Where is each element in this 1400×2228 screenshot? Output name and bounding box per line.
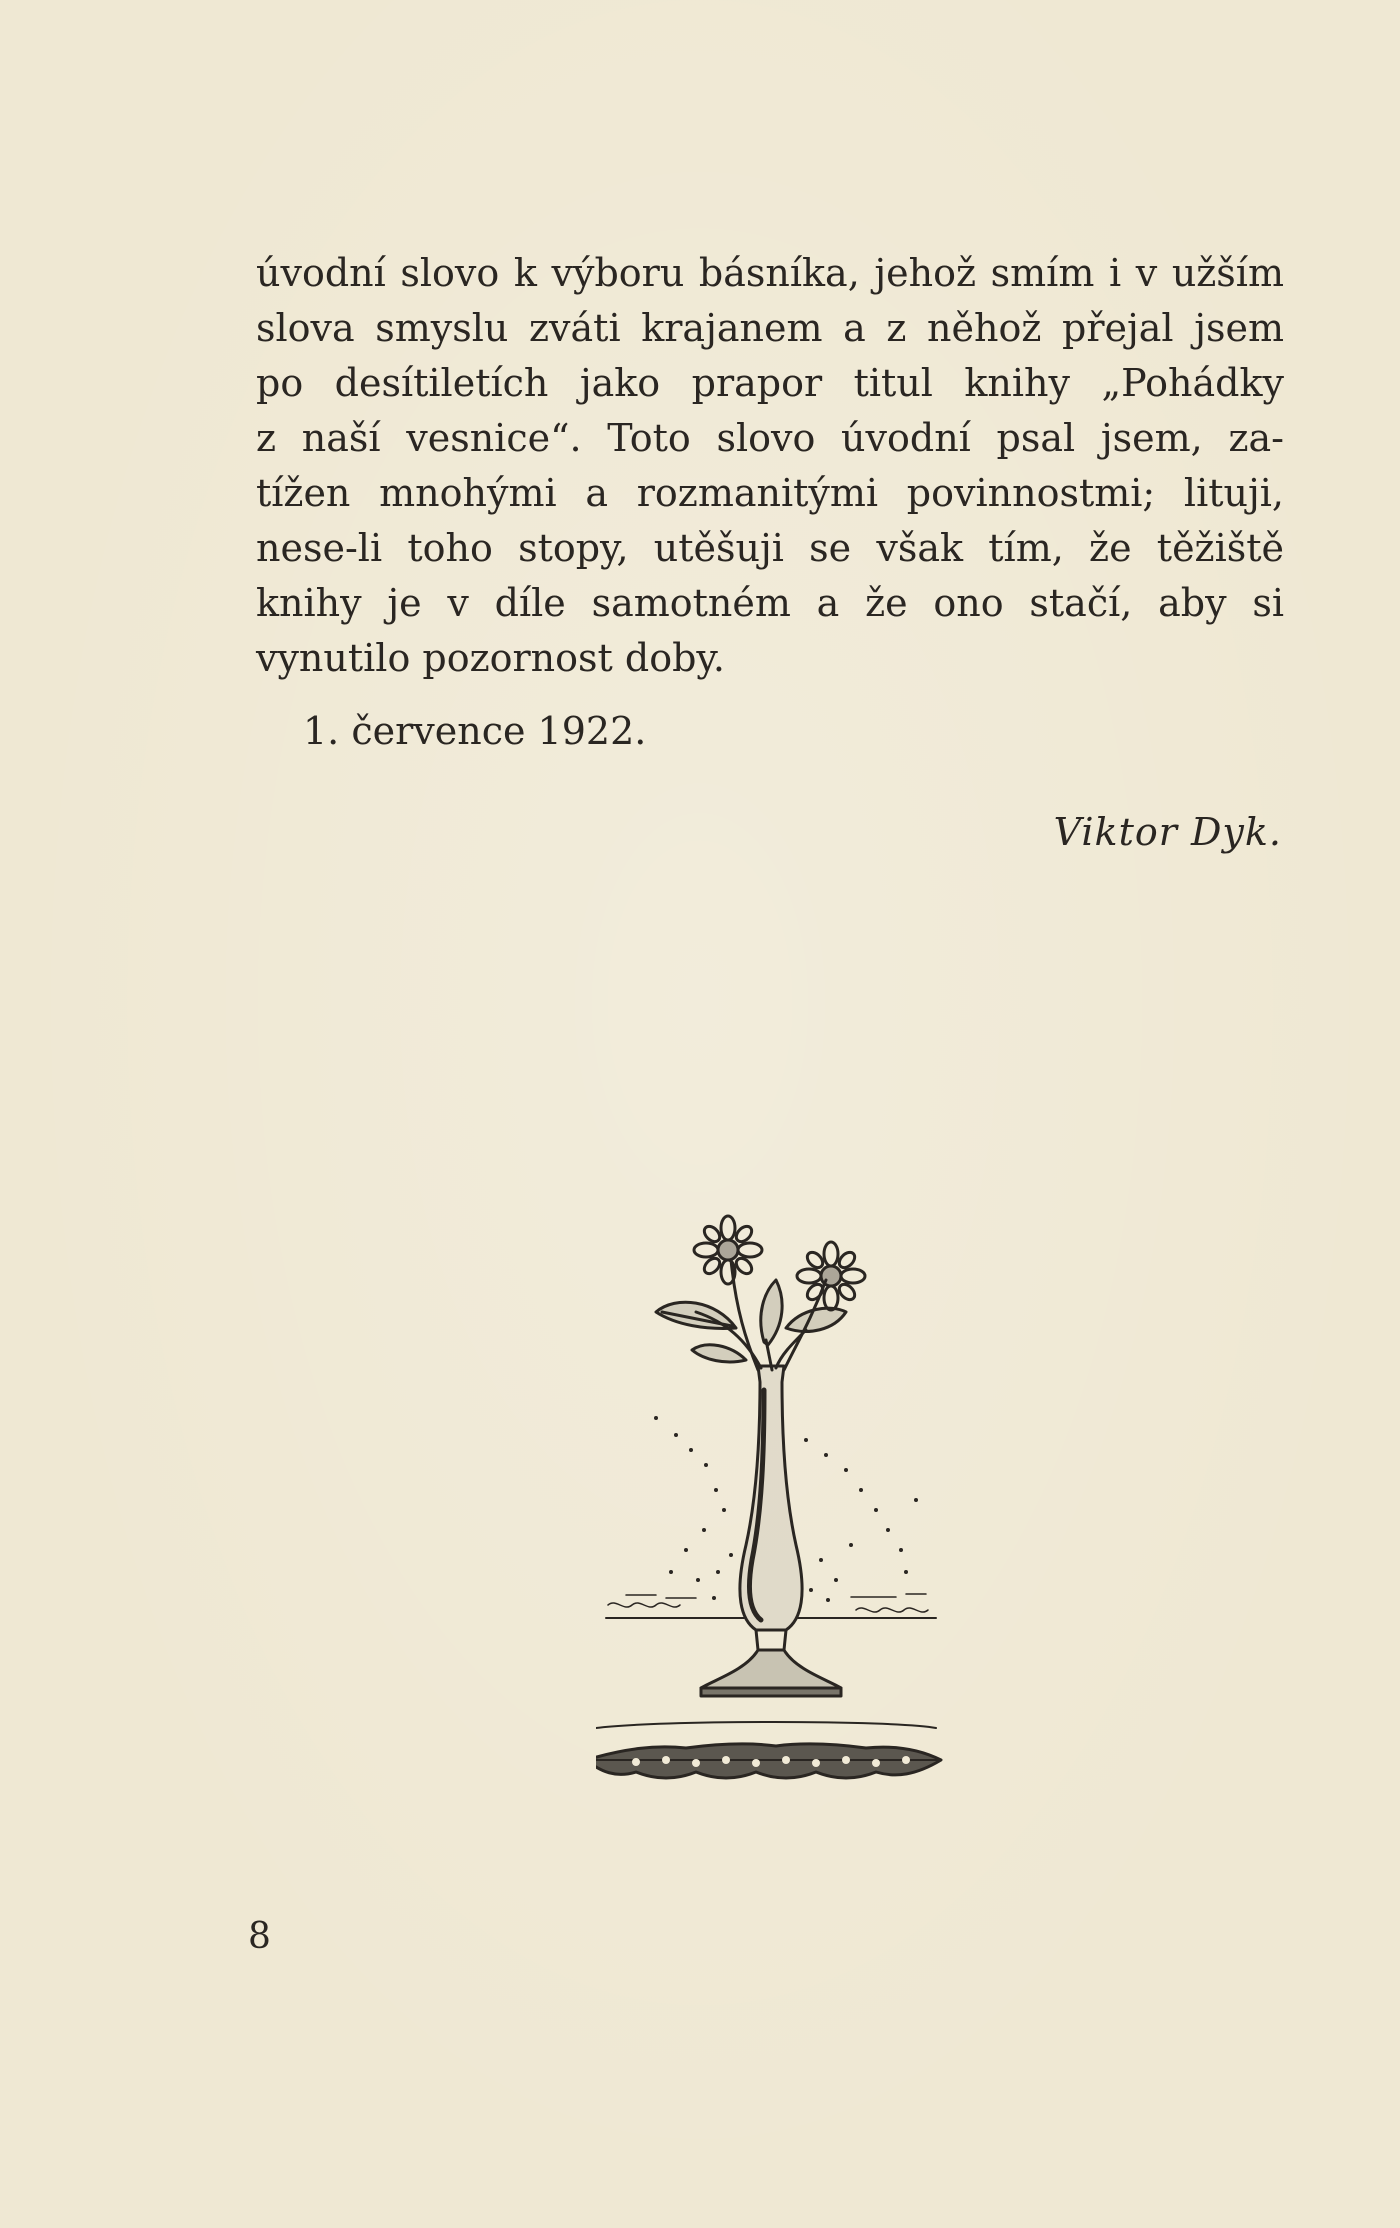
preface-paragraph bbox=[256, 246, 1284, 686]
paragraph-line: slova smyslu zváti krajanem a z něhož přejal jsem bbox=[256, 306, 1284, 350]
paragraph-line: po desítiletích jako prapor titul knihy „Pohádky bbox=[256, 361, 1284, 405]
paragraph-line: úvodní slovo k výboru básníka, jehož smím i v užším bbox=[256, 251, 1284, 295]
vase-with-flowers-icon bbox=[596, 1200, 956, 1800]
paragraph-line: nese-li toho stopy, utěšuji se však tím, že těžiště bbox=[256, 526, 1284, 570]
page-number: 8 bbox=[248, 1916, 271, 1957]
paragraph-line: knihy je v díle samotném a že ono stačí, aby si bbox=[256, 581, 1284, 625]
paragraph-line: z naší vesnice“. Toto slovo úvodní psal jsem, za- bbox=[256, 416, 1284, 460]
author-signature: Viktor Dyk. bbox=[1053, 810, 1282, 854]
date-line: 1. července 1922. bbox=[303, 709, 647, 753]
paragraph-line: vynutilo pozornost doby. bbox=[256, 636, 725, 680]
paragraph-line: tížen mnohými a rozmanitými povinnostmi; lituji, bbox=[256, 471, 1284, 515]
